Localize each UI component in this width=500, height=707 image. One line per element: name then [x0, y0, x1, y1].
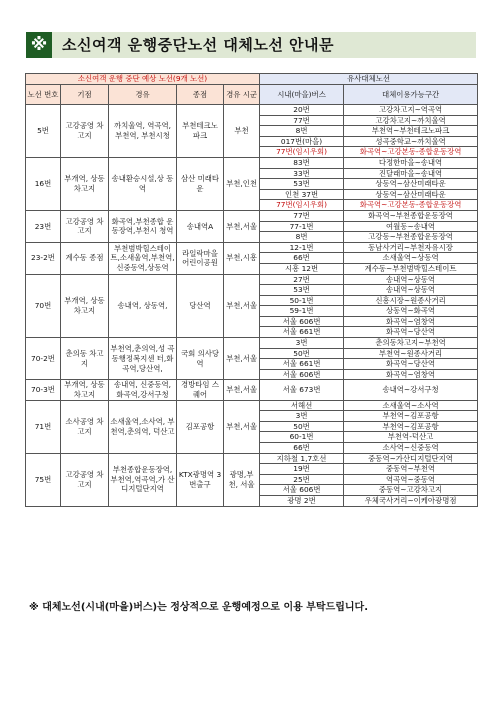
- route-no-cell: 23-2번: [26, 242, 61, 274]
- origin-cell: 고강공영 차고지: [61, 453, 109, 506]
- terminus-cell: 당산역: [177, 274, 224, 338]
- alt-segment-cell: 화곡역~고강본동-종합운동장역: [344, 147, 478, 158]
- alt-bus-cell: 66번: [260, 443, 344, 454]
- alt-segment-cell: 부천역-덕산고: [344, 432, 478, 443]
- alt-segment-cell: 화곡역~당산역: [344, 359, 478, 370]
- alt-bus-cell: 33번: [260, 168, 344, 179]
- origin-cell: 부개역, 상동차고지: [61, 380, 109, 400]
- alt-bus-cell: 53번: [260, 179, 344, 190]
- alt-segment-cell: 화곡역~염창역: [344, 316, 478, 327]
- alt-segment-cell: 성곡중학교~까치울역: [344, 136, 478, 147]
- alt-segment-cell: 중동역~가산디지털단지역: [344, 453, 478, 464]
- origin-cell: 고강공영 차고지: [61, 105, 109, 158]
- table-row: [26, 210, 478, 221]
- alternative-routes-header: 유사대체노선: [260, 74, 478, 85]
- alt-bus-cell: 25번: [260, 474, 344, 485]
- page-title: 소신여객 운행중단노선 대체노선 안내문: [62, 36, 334, 54]
- alt-bus-cell: 53번: [260, 285, 344, 296]
- table-row: [26, 453, 478, 464]
- alt-segment-cell: 부천역~원종사거리: [344, 348, 478, 359]
- path-cell: 부천역,춘의역,성 곡동행정복지센 터,화곡역,당산역,: [109, 338, 177, 380]
- alt-bus-cell: 3번: [260, 411, 344, 422]
- title-bar: [26, 32, 476, 58]
- alt-bus-cell: 59-1번: [260, 306, 344, 317]
- alt-bus-cell: 50번: [260, 421, 344, 432]
- alt-bus-cell: 77번(임시우회): [260, 147, 344, 158]
- path-cell: 부천종합운동장역, 부천역,역곡역,가 산디지털단지역: [109, 453, 177, 506]
- origin-cell: 부개역, 상동차고지: [61, 157, 109, 210]
- alt-segment-cell: 소사역~신중동역: [344, 443, 478, 454]
- footer-note: ※ 대체노선(시내(마을)버스)는 정상적으로 운행예정으로 이용 부탁드립니다.: [29, 602, 369, 613]
- alt-bus-cell: 66번: [260, 253, 344, 264]
- alt-segment-cell: 송내역~강서구청: [344, 380, 478, 400]
- alt-segment-cell: 신흥시장~원종사거리: [344, 295, 478, 306]
- table-body: [26, 105, 478, 507]
- table-row: [26, 380, 478, 400]
- via-city-cell: 부천,서울: [224, 400, 260, 453]
- alt-bus-cell: 서울 661번: [260, 359, 344, 370]
- via-city-cell: 부천,인천: [224, 157, 260, 210]
- alt-segment-cell: 화곡역~염창역: [344, 369, 478, 380]
- alt-segment-cell: 고강차고지~역곡역: [344, 105, 478, 116]
- alt-segment-cell: 다정한마을~송내역: [344, 157, 478, 168]
- suspended-routes-header: 소신여객 운행 중단 예상 노선(9개 노선): [26, 74, 260, 85]
- col-segment: 대체이용가능구간: [344, 85, 478, 105]
- via-city-cell: 광명,부천, 서울: [224, 453, 260, 506]
- alt-bus-cell: 77번(임시우회): [260, 200, 344, 211]
- route-no-cell: 70-3번: [26, 380, 61, 400]
- alt-bus-cell: 시흥 12번: [260, 263, 344, 274]
- alt-bus-cell: 서울 661번: [260, 327, 344, 338]
- path-cell: 송내역, 신중동역, 화곡역,강서구청: [109, 380, 177, 400]
- alt-bus-cell: 서울 606번: [260, 316, 344, 327]
- route-no-cell: 71번: [26, 400, 61, 453]
- route-no-cell: 75번: [26, 453, 61, 506]
- path-cell: 까치울역, 역곡역, 부천역, 부천시청: [109, 105, 177, 158]
- origin-cell: 부개역, 상동차고지: [61, 274, 109, 338]
- alt-segment-cell: 상동역~화곡역: [344, 306, 478, 317]
- alt-segment-cell: 진달래마을~송내역: [344, 168, 478, 179]
- alt-segment-cell: 부천역~부천테크노파크: [344, 126, 478, 137]
- col-origin: 기점: [61, 85, 109, 105]
- alt-bus-cell: 서울 606번: [260, 485, 344, 496]
- via-city-cell: 부천,서울: [224, 380, 260, 400]
- alt-segment-cell: 춘의동차고지~부천역: [344, 338, 478, 349]
- terminus-cell: 국회 의사당역: [177, 338, 224, 380]
- alt-segment-cell: 고강동~부천종합운동장역: [344, 232, 478, 243]
- alt-bus-cell: 19번: [260, 464, 344, 475]
- alt-segment-cell: 고강차고지~까치울역: [344, 115, 478, 126]
- alt-segment-cell: 화곡역~부천종합운동장역: [344, 210, 478, 221]
- alt-segment-cell: 동남사거리~부천자유시장: [344, 242, 478, 253]
- alt-bus-cell: 20번: [260, 105, 344, 116]
- alt-bus-cell: 77번: [260, 210, 344, 221]
- alt-segment-cell: 화곡역~고강본동-종합운동장역: [344, 200, 478, 211]
- table-row: [26, 105, 478, 116]
- table-row: [26, 157, 478, 168]
- table-row: [26, 338, 478, 349]
- alt-segment-cell: 부천역~김포공항: [344, 411, 478, 422]
- alt-segment-cell: 송내역~상동역: [344, 285, 478, 296]
- route-table: [25, 73, 478, 507]
- alt-bus-cell: 77번: [260, 115, 344, 126]
- route-no-cell: 16번: [26, 157, 61, 210]
- route-no-cell: 70번: [26, 274, 61, 338]
- table-row: [26, 242, 478, 253]
- alt-bus-cell: 8번: [260, 232, 344, 243]
- via-city-cell: 부천,서울: [224, 210, 260, 242]
- alt-segment-cell: 소새울역~상동역: [344, 253, 478, 264]
- alt-segment-cell: 송내역~상동역: [344, 274, 478, 285]
- origin-cell: 계수동 종점: [61, 242, 109, 274]
- alt-segment-cell: 여월동~송내역: [344, 221, 478, 232]
- table-row: [26, 274, 478, 285]
- alt-segment-cell: 계수동~부천범박힐스테이트: [344, 263, 478, 274]
- path-cell: 소새울역,소사역, 부천역,춘의역, 덕산고: [109, 400, 177, 453]
- alt-segment-cell: 화곡역~당산역: [344, 327, 478, 338]
- route-no-cell: 70-2번: [26, 338, 61, 380]
- alt-bus-cell: 27번: [260, 274, 344, 285]
- terminus-cell: 송내역A: [177, 210, 224, 242]
- alt-bus-cell: 인천 37번: [260, 189, 344, 200]
- terminus-cell: 경방타임 스퀘어: [177, 380, 224, 400]
- origin-cell: 고강공영 차고지: [61, 210, 109, 242]
- route-no-cell: 5번: [26, 105, 61, 158]
- alt-segment-cell: 상동역~삼산미래타운: [344, 189, 478, 200]
- path-cell: 송내역, 상동역,: [109, 274, 177, 338]
- path-cell: 부천범박힐스테이 트,소새울역,부천역, 신중동역,상동역: [109, 242, 177, 274]
- path-cell: 화곡역,부천종합 운동장역,부천시 청역: [109, 210, 177, 242]
- alt-bus-cell: 서울 673번: [260, 380, 344, 400]
- col-bus: 시내(마을)버스: [260, 85, 344, 105]
- terminus-cell: 라일락마을 어린이공원: [177, 242, 224, 274]
- col-route-no: 노선 번호: [26, 85, 61, 105]
- route-no-cell: 23번: [26, 210, 61, 242]
- alt-bus-cell: 60-1번: [260, 432, 344, 443]
- terminus-cell: 김포공항: [177, 400, 224, 453]
- table-row: [26, 400, 478, 411]
- origin-cell: 춘의동 차고지: [61, 338, 109, 380]
- col-path: 경유: [109, 85, 177, 105]
- alt-segment-cell: 역곡역~중동역: [344, 474, 478, 485]
- alt-bus-cell: 서울 606번: [260, 369, 344, 380]
- alt-segment-cell: 소새울역~소사역: [344, 400, 478, 411]
- path-cell: 송내환승시설,상 동역: [109, 157, 177, 210]
- alt-segment-cell: 부천역~김포공항: [344, 421, 478, 432]
- origin-cell: 소사공영 차고지: [61, 400, 109, 453]
- alt-bus-cell: 서해선: [260, 400, 344, 411]
- alt-segment-cell: 중동역~고강차고지: [344, 485, 478, 496]
- via-city-cell: 부천,시흥: [224, 242, 260, 274]
- alt-bus-cell: 지하철 1,7호선: [260, 453, 344, 464]
- alt-bus-cell: 3번: [260, 338, 344, 349]
- via-city-cell: 부천,서울: [224, 338, 260, 380]
- alt-bus-cell: 83번: [260, 157, 344, 168]
- alt-bus-cell: 77-1번: [260, 221, 344, 232]
- col-terminus: 종점: [177, 85, 224, 105]
- alt-bus-cell: 광명 2번: [260, 495, 344, 506]
- alt-bus-cell: 017번(마을): [260, 136, 344, 147]
- col-via-city: 경유 시군: [224, 85, 260, 105]
- alt-segment-cell: 중동역~부천역: [344, 464, 478, 475]
- reference-mark-icon: ※: [26, 32, 52, 58]
- terminus-cell: KTX광명역 3번출구: [177, 453, 224, 506]
- alt-bus-cell: 8번: [260, 126, 344, 137]
- alt-bus-cell: 50번: [260, 348, 344, 359]
- terminus-cell: 부천테크노 파크: [177, 105, 224, 158]
- terminus-cell: 삼산 미래타운: [177, 157, 224, 210]
- alt-bus-cell: 50-1번: [260, 295, 344, 306]
- alt-segment-cell: 우체국사거리~이케아광명점: [344, 495, 478, 506]
- via-city-cell: 부천,서울: [224, 274, 260, 338]
- alt-bus-cell: 12-1번: [260, 242, 344, 253]
- via-city-cell: 부천: [224, 105, 260, 158]
- alt-segment-cell: 상동역~삼산미래타운: [344, 179, 478, 190]
